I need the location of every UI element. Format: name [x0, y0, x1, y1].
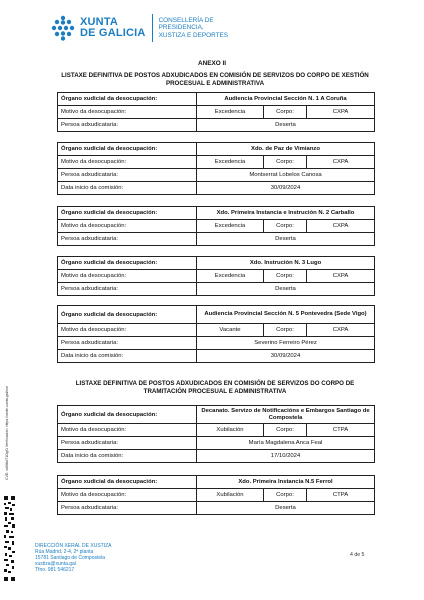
organo-value: Decanato. Servizo de Notificacións e Embargos Santiago de Compostela [196, 406, 374, 423]
footer-line: Rúa Madrid, 2-4, 2ª planta [35, 549, 94, 556]
motivo-label: Motivo da desocupación: [61, 273, 127, 279]
persoa-label: Persoa adxudicataria: [61, 340, 118, 346]
motivo-value: Excedencia [214, 159, 246, 165]
motivo-value: Xubilación [216, 492, 244, 498]
data-value: 30/09/2024 [196, 182, 374, 194]
corpo-label: Corpo: [263, 424, 306, 436]
corpo-value: CXPA [306, 270, 374, 282]
organo-value: Xdo. Primeira Instancia N.5 Ferrol [196, 476, 374, 488]
xunta-emblem-icon [50, 15, 76, 41]
corpo-value: CTPA [306, 489, 374, 501]
motivo-value: Excedencia [214, 273, 246, 279]
assignment-block [57, 256, 375, 296]
qr-code-icon [3, 495, 16, 585]
organo-value: Audiencia Provincial Sección N. 5 Pontevedra (Sede Vigo) [196, 306, 374, 323]
header-divider [152, 14, 153, 42]
corpo-label: Corpo: [263, 106, 306, 118]
assignment-block [57, 305, 375, 363]
organo-label: Órgano xudicial da desocupación: [61, 146, 158, 152]
corpo-label: Corpo: [263, 324, 306, 336]
motivo-label: Motivo da desocupación: [61, 109, 127, 115]
corpo-value: CXPA [306, 156, 374, 168]
organo-label: Órgano xudicial da desocupación: [61, 311, 158, 318]
data-label: Data inicio da comisión: [61, 353, 124, 359]
persoa-label: Persoa adxudicataria: [61, 172, 118, 178]
footer-line: Tfno. 981 546217 [35, 567, 75, 574]
motivo-label: Motivo da desocupación: [61, 492, 127, 498]
corpo-value: CTPA [306, 424, 374, 436]
motivo-value: Excedencia [214, 109, 246, 115]
organo-label: Órgano xudicial da desocupación: [61, 411, 158, 418]
organo-label: Órgano xudicial da desocupación: [61, 96, 158, 102]
data-value: 17/10/2024 [196, 450, 374, 462]
persoa-label: Persoa adxudicataria: [61, 286, 118, 292]
persoa-value: Deserta [196, 502, 374, 514]
assignment-block [57, 142, 375, 195]
department-name [159, 17, 229, 39]
corpo-label: Corpo: [263, 156, 306, 168]
xunta-logo [50, 15, 146, 41]
organo-label: Órgano xudicial da desocupación: [61, 479, 158, 485]
motivo-label: Motivo da desocupación: [61, 327, 127, 333]
verification-code: CVE: w66tbIT1Ogf1 Verificación: https://sede.xunta.gal/cve [5, 385, 9, 480]
organo-value: Audiencia Provincial Sección N. 1 A Coruña [196, 93, 374, 105]
assignment-block [57, 475, 375, 515]
persoa-value: Montserrat Lobelos Canosa [196, 169, 374, 181]
motivo-value: Excedencia [214, 223, 246, 229]
corpo-label: Corpo: [263, 489, 306, 501]
organo-value: Xdo. Instrución N. 3 Lugo [196, 257, 374, 269]
assignment-block [57, 405, 375, 463]
persoa-value: Deserta [196, 119, 374, 131]
persoa-label: Persoa adxudicataria: [61, 440, 118, 446]
section1-title: LISTAXE DEFINITIVA DE POSTOS ADXUDICADOS EN COMISIÓN DE SERVIZOS DO CORPO DE XESTIÓN PROCESUAL E ADMINISTRATIVA [61, 72, 369, 87]
persoa-label: Persoa adxudicataria: [61, 122, 118, 128]
page-number: 4 de 5 [350, 552, 365, 558]
footer-line: 15781 Santiago de Compostela [35, 555, 106, 562]
logo-line1: XUNTA [80, 16, 119, 28]
dept-line3: XUSTIZA E DEPORTES [158, 31, 229, 39]
dept-line2: PRESIDENCIA, [158, 24, 204, 32]
motivo-label: Motivo da desocupación: [61, 427, 127, 433]
corpo-value: CXPA [306, 106, 374, 118]
dept-line1: CONSELLERÍA DE [158, 16, 214, 24]
assignment-block [57, 206, 375, 246]
motivo-value: Xubilación [216, 427, 244, 433]
organo-value: Xdo. de Paz de Vimianzo [196, 143, 374, 155]
logo-line2: DE GALICIA [80, 27, 146, 39]
persoa-value: Deserta [196, 233, 374, 245]
motivo-value: Vacante [219, 327, 241, 333]
corpo-value: CXPA [306, 324, 374, 336]
motivo-label: Motivo da desocupación: [61, 223, 127, 229]
motivo-label: Motivo da desocupación: [61, 159, 127, 165]
anexo-title: ANEXO II [197, 60, 227, 67]
header [50, 12, 228, 44]
footer-address [35, 543, 112, 573]
footer-email[interactable]: xustiza@xunta.gal [35, 561, 76, 568]
persoa-value: María Magdalena Anca Feal [196, 437, 374, 449]
corpo-label: Corpo: [263, 270, 306, 282]
organo-value: Xdo. Primeira Instancia e Instrución N. 2 Carballo [196, 207, 374, 219]
organo-label: Órgano xudicial da desocupación: [61, 260, 158, 266]
corpo-label: Corpo: [263, 220, 306, 232]
persoa-label: Persoa adxudicataria: [61, 505, 118, 511]
persoa-label: Persoa adxudicataria: [61, 236, 118, 242]
organo-label: Órgano xudicial da desocupación: [61, 210, 158, 216]
data-value: 30/09/2024 [196, 350, 374, 362]
persoa-value: Severino Ferreiro Pérez [196, 337, 374, 349]
data-label: Data inicio da comisión: [61, 453, 124, 459]
persoa-value: Deserta [196, 283, 374, 295]
section2-title: LISTAXE DEFINITIVA DE POSTOS ADXUDICADOS EN COMISIÓN DE SERVIZOS DO CORPO DE TRAMITACIÓN PROCESUAL E ADMINISTRATIVA [75, 380, 355, 395]
data-label: Data inicio da comisión: [61, 185, 124, 191]
assignment-block [57, 92, 375, 132]
footer-line: DIRECCIÓN XERAL DE XUSTIZA [35, 543, 112, 549]
corpo-value: CXPA [306, 220, 374, 232]
